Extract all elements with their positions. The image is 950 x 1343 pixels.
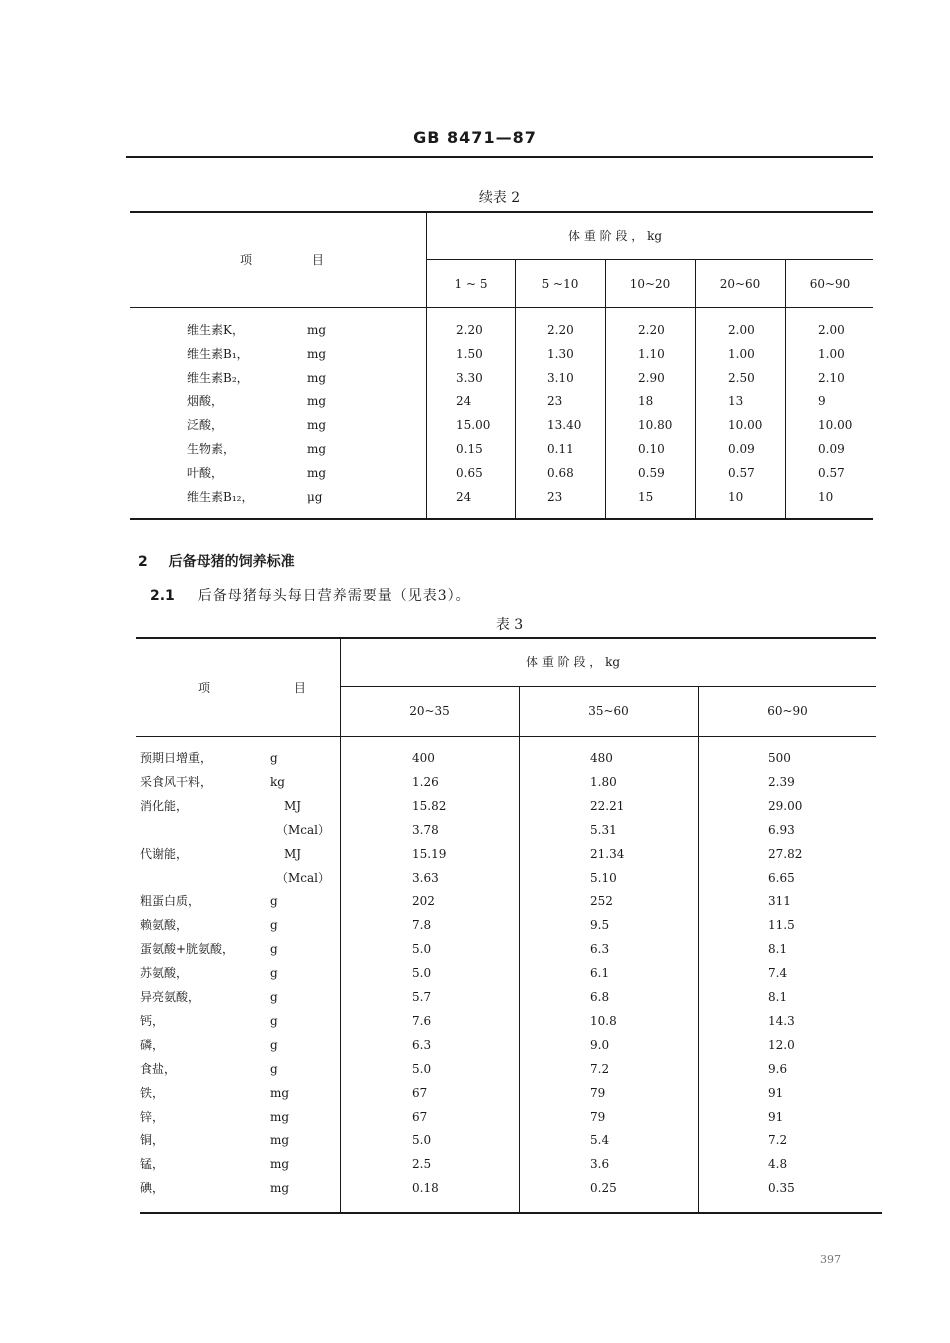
table3-col-divider xyxy=(698,687,699,1212)
table2-cell-value: 2.00 xyxy=(728,323,755,337)
table2-cell-value: 10 xyxy=(728,489,744,504)
table3-cell-value: 6.3 xyxy=(590,942,610,957)
table3-cell-value: 2.39 xyxy=(768,774,795,789)
table2-cell-value: 24 xyxy=(456,489,472,504)
table3-row-unit: g xyxy=(270,990,278,1004)
table3-cell-value: 6.1 xyxy=(590,966,610,981)
table3-row-unit: mg xyxy=(270,1181,290,1196)
table3-row-unit: g xyxy=(270,918,278,933)
table2-group-header: 体 重 阶 段 ， kg xyxy=(568,229,663,243)
table3-cell-value: 0.25 xyxy=(590,1181,617,1196)
table2-cell-value: 2.20 xyxy=(456,323,483,337)
table3-row-unit: kg xyxy=(270,774,285,789)
table3-cell-value: 79 xyxy=(590,1109,606,1124)
table3-column-header: 35~60 xyxy=(588,704,629,718)
table3-cell-value: 6.65 xyxy=(768,870,795,885)
table3-cell-value: 5.10 xyxy=(590,870,617,885)
header-rule xyxy=(126,156,873,158)
table2-col-divider xyxy=(785,260,786,518)
table3-caption: 表 3 xyxy=(495,617,524,633)
section-title: 后备母猪的饲养标准 xyxy=(168,554,295,570)
table3-group-header: 体 重 阶 段 ， kg xyxy=(526,655,621,669)
table3-cell-value: 91 xyxy=(768,1109,784,1124)
table3-cell-value: 11.5 xyxy=(768,918,795,933)
table3-row-label: 钙， xyxy=(140,1013,165,1028)
table2-cell-value: 1.10 xyxy=(638,346,665,361)
table3-row-label: 铁， xyxy=(140,1085,165,1100)
table2-cell-value: 10 xyxy=(818,489,834,504)
table3-column-header: 20~35 xyxy=(409,704,450,718)
table2-cell-value: 2.20 xyxy=(638,323,665,337)
table3-cell-value: 29.00 xyxy=(768,798,803,813)
table2-cell-value: 3.30 xyxy=(456,370,483,385)
table2-row-unit: mg xyxy=(307,394,327,409)
table2-cell-value: 0.65 xyxy=(456,465,483,480)
table3-row-unit: mg xyxy=(270,1133,290,1148)
table3-header-mid-rule xyxy=(340,686,876,687)
table2-row-label: 叶酸， xyxy=(187,465,224,480)
table3-column-header: 60~90 xyxy=(767,704,808,718)
table3-row-unit: （Mcal） xyxy=(276,870,331,885)
table2-row-label: 泛酸， xyxy=(187,418,224,433)
table2-col-divider xyxy=(515,260,516,518)
table2-row-unit: mg xyxy=(307,418,327,433)
table3-row-label: 磷， xyxy=(140,1037,165,1052)
section-number: 2.1 xyxy=(150,588,175,604)
table3-row-unit: g xyxy=(270,966,278,981)
table3-bottom-rule xyxy=(140,1212,882,1214)
table3-row-unit: g xyxy=(270,1037,278,1052)
table3-row-label: 食盐， xyxy=(140,1061,177,1076)
table2-cell-value: 10.00 xyxy=(818,418,853,433)
table2-row-unit: μg xyxy=(307,489,323,504)
table2-cell-value: 1.50 xyxy=(456,346,483,361)
table3-row-unit: g xyxy=(270,1013,278,1028)
table3-row-unit: mg xyxy=(270,1109,290,1124)
page-number: 397 xyxy=(820,1253,841,1266)
table2-row-label: 维生素B₁， xyxy=(187,346,249,361)
table3-row-label: 采食风干料， xyxy=(140,774,213,789)
table2-row-label: 维生素K， xyxy=(187,323,244,337)
table3-row-label: 铜， xyxy=(140,1133,165,1148)
table3-cell-value: 5.31 xyxy=(590,822,617,837)
table3-cell-value: 8.1 xyxy=(768,942,788,957)
table2-cell-value: 0.09 xyxy=(728,442,755,456)
table2-column-header: 1 ~ 5 xyxy=(454,277,488,291)
table3-row-label: 预期日增重， xyxy=(140,751,213,765)
table3-cell-value: 10.8 xyxy=(590,1013,617,1028)
table2-col-divider xyxy=(426,212,427,518)
table3-row-label: 苏氨酸， xyxy=(140,966,189,981)
table3-row-label: 蛋氨酸+胱氨酸， xyxy=(140,942,235,957)
table2-cell-value: 0.59 xyxy=(638,465,665,480)
table3-cell-value: 6.8 xyxy=(590,990,610,1004)
table2-cell-value: 1.00 xyxy=(818,346,845,361)
table2-row-label: 维生素B₂， xyxy=(187,370,249,385)
table2-cell-value: 3.10 xyxy=(547,370,574,385)
table3-row-unit: mg xyxy=(270,1157,290,1172)
table3-row-unit: g xyxy=(270,894,278,909)
table3-cell-value: 5.0 xyxy=(412,942,432,957)
table2-column-header: 5 ~10 xyxy=(541,277,579,291)
table3-cell-value: 3.63 xyxy=(412,870,439,885)
table3-cell-value: 4.8 xyxy=(768,1157,788,1172)
table3-cell-value: 27.82 xyxy=(768,846,803,861)
table3-cell-value: 67 xyxy=(412,1109,428,1124)
table2-row-unit: mg xyxy=(307,442,327,456)
section-number: 2 xyxy=(138,554,148,570)
section-2-1-heading xyxy=(150,585,471,605)
table3-cell-value: 0.18 xyxy=(412,1181,439,1196)
table3-cell-value: 12.0 xyxy=(768,1037,795,1052)
table3-row-label: 锰， xyxy=(140,1157,165,1172)
table3-cell-value: 3.6 xyxy=(590,1157,610,1172)
table3-row-label: 消化能， xyxy=(140,798,189,813)
document-header: GB 8471—87 xyxy=(413,128,537,147)
table3-cell-value: 1.26 xyxy=(412,774,439,789)
table3-row-label: 代谢能， xyxy=(140,846,189,861)
table3-row-label: 粗蛋白质， xyxy=(140,894,201,909)
table3-cell-value: 15.82 xyxy=(412,798,447,813)
table3-cell-value: 1.80 xyxy=(590,774,617,789)
table3-cell-value: 6.93 xyxy=(768,822,795,837)
table3-cell-value: 79 xyxy=(590,1085,606,1100)
table3-item-header: 项 目 xyxy=(198,681,346,695)
table3-cell-value: 5.7 xyxy=(412,990,432,1004)
table3-row-label: 锌， xyxy=(140,1109,165,1124)
table2-cell-value: 10.00 xyxy=(728,418,763,433)
table2-cell-value: 23 xyxy=(547,394,563,409)
table2-row-unit: mg xyxy=(307,370,327,385)
table3-cell-value: 6.3 xyxy=(412,1037,432,1052)
table3-row-label: 赖氨酸， xyxy=(140,918,189,933)
table3-cell-value: 500 xyxy=(768,751,791,765)
table3-cell-value: 7.2 xyxy=(768,1133,788,1148)
table3-cell-value: 22.21 xyxy=(590,798,625,813)
table2-bottom-rule xyxy=(130,518,873,520)
table3-cell-value: 480 xyxy=(590,751,613,765)
table3-cell-value: 311 xyxy=(768,894,791,909)
table3-row-unit: g xyxy=(270,942,278,957)
table2-cell-value: 0.09 xyxy=(818,442,845,456)
table2-column-header: 60~90 xyxy=(809,277,851,291)
table3-cell-value: 67 xyxy=(412,1085,428,1100)
table2-row-label: 烟酸， xyxy=(187,394,224,409)
table2-cell-value: 13.40 xyxy=(547,418,582,433)
table2-cell-value: 10.80 xyxy=(638,418,673,433)
section-2-heading xyxy=(138,551,295,571)
table3-row-unit: g xyxy=(270,1061,278,1076)
table3-cell-value: 202 xyxy=(412,894,435,909)
table2-cell-value: 0.15 xyxy=(456,442,483,456)
table2-cell-value: 0.57 xyxy=(818,465,845,480)
table3-cell-value: 5.4 xyxy=(590,1133,610,1148)
table2-cell-value: 0.11 xyxy=(547,442,574,456)
table2-cell-value: 2.10 xyxy=(818,370,845,385)
table3-row-unit: MJ xyxy=(284,846,302,861)
table2-row-unit: mg xyxy=(307,465,327,480)
table3-cell-value: 15.19 xyxy=(412,846,447,861)
table2-row-label: 生物素， xyxy=(187,442,236,456)
table3-cell-value: 7.8 xyxy=(412,918,432,933)
table2-row-unit: mg xyxy=(307,346,327,361)
table3-cell-value: 0.35 xyxy=(768,1181,795,1196)
table2-cell-value: 0.68 xyxy=(547,465,574,480)
table2-top-rule xyxy=(130,211,873,213)
table3-top-rule xyxy=(136,637,876,639)
table2-caption: 续表 2 xyxy=(478,190,521,206)
table2-column-header: 20~60 xyxy=(719,277,761,291)
table2-cell-value: 2.50 xyxy=(728,370,755,385)
table2-cell-value: 2.90 xyxy=(638,370,665,385)
table3-cell-value: 400 xyxy=(412,751,435,765)
table2-header-bottom-rule xyxy=(130,307,873,308)
table3-row-label: 异亮氨酸， xyxy=(140,990,201,1004)
table2-row-unit: mg xyxy=(307,323,327,337)
table3-cell-value: 9.0 xyxy=(590,1037,610,1052)
table3-cell-value: 21.34 xyxy=(590,846,625,861)
table2-cell-value: 1.00 xyxy=(728,346,755,361)
table3-row-unit: mg xyxy=(270,1085,290,1100)
table3-cell-value: 7.4 xyxy=(768,966,788,981)
table2-col-divider xyxy=(695,260,696,518)
table3-cell-value: 5.0 xyxy=(412,1061,432,1076)
table3-row-unit: MJ xyxy=(284,798,302,813)
table3-cell-value: 8.1 xyxy=(768,990,788,1004)
table2-col-divider xyxy=(605,260,606,518)
table3-cell-value: 14.3 xyxy=(768,1013,795,1028)
table2-cell-value: 15 xyxy=(638,489,654,504)
table3-row-label: 碘， xyxy=(140,1181,165,1196)
table3-cell-value: 9.6 xyxy=(768,1061,788,1076)
table2-cell-value: 15.00 xyxy=(456,418,491,433)
table3-cell-value: 252 xyxy=(590,894,613,909)
table3-col-divider xyxy=(340,638,341,1212)
table2-cell-value: 2.20 xyxy=(547,323,574,337)
table2-header-mid-rule xyxy=(426,259,873,260)
table2-row-label: 维生素B₁₂， xyxy=(187,489,254,504)
table3-cell-value: 9.5 xyxy=(590,918,610,933)
table2-cell-value: 24 xyxy=(456,394,472,409)
table2-column-header: 10~20 xyxy=(629,277,671,291)
section-text: 后备母猪每头每日营养需要量（见表3）。 xyxy=(197,588,471,604)
table2-cell-value: 1.30 xyxy=(547,346,574,361)
table3-col-divider xyxy=(519,687,520,1212)
table3-cell-value: 7.6 xyxy=(412,1013,432,1028)
table2-cell-value: 9 xyxy=(818,394,826,409)
table3-header-bottom-rule xyxy=(136,736,876,737)
table2-cell-value: 2.00 xyxy=(818,323,845,337)
table3-row-unit: （Mcal） xyxy=(276,822,331,837)
table3-cell-value: 91 xyxy=(768,1085,784,1100)
table3-cell-value: 2.5 xyxy=(412,1157,432,1172)
table3-cell-value: 5.0 xyxy=(412,1133,432,1148)
table3-cell-value: 5.0 xyxy=(412,966,432,981)
table2-cell-value: 18 xyxy=(638,394,654,409)
table3-row-unit: g xyxy=(270,751,278,765)
table3-cell-value: 7.2 xyxy=(590,1061,610,1076)
table2-item-header: 项 目 xyxy=(240,253,352,267)
table2-cell-value: 13 xyxy=(728,394,744,409)
table2-cell-value: 23 xyxy=(547,489,563,504)
table2-cell-value: 0.57 xyxy=(728,465,755,480)
table3-cell-value: 3.78 xyxy=(412,822,439,837)
table2-cell-value: 0.10 xyxy=(638,442,665,456)
